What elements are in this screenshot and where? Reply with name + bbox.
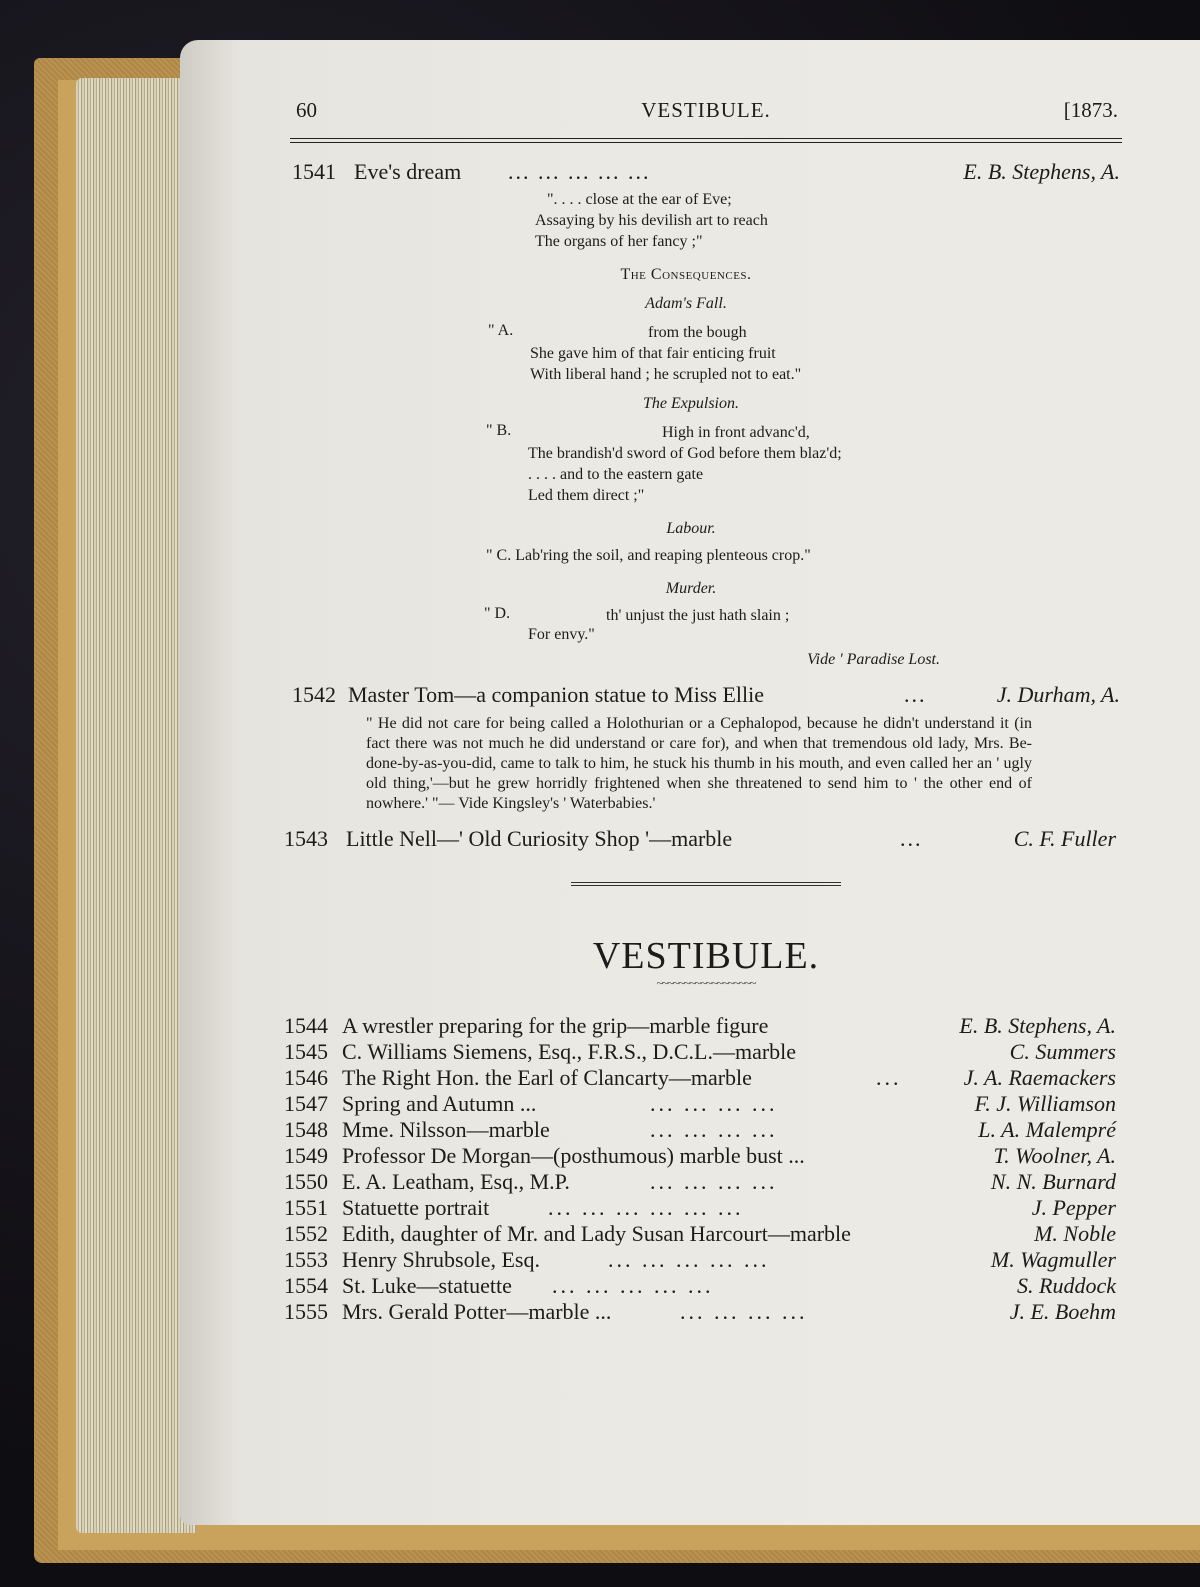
entry-title: St. Luke—statuette bbox=[342, 1273, 512, 1298]
subheading-expulsion: The Expulsion. bbox=[643, 395, 739, 412]
catalogue-entry bbox=[284, 1247, 1122, 1273]
entry-artist: C. Summers bbox=[1009, 1039, 1116, 1064]
entry-artist: E. B. Stephens, A. bbox=[959, 1013, 1116, 1038]
catalogue-entry bbox=[284, 1143, 1122, 1169]
leader-dots: ... ... ... ... ... ... bbox=[548, 1195, 744, 1220]
catalogue-entry bbox=[284, 1039, 1122, 1065]
epigraph bbox=[535, 189, 1122, 252]
entry-title: E. A. Leatham, Esq., M.P. bbox=[342, 1169, 570, 1194]
leader-dots: ... ... ... ... bbox=[680, 1299, 808, 1324]
verse-label: " B. bbox=[486, 422, 512, 439]
entry-number: 1545 bbox=[284, 1039, 328, 1064]
verse-a bbox=[290, 320, 1122, 383]
entry-artist: T. Woolner, A. bbox=[993, 1143, 1116, 1168]
ornament-rule: ~~~~~~~~~~~~~~~~~~ bbox=[656, 976, 756, 990]
leader-dots: ... bbox=[876, 1065, 902, 1090]
entry-title: Eve's dream bbox=[354, 159, 462, 184]
entry-number: 1547 bbox=[284, 1091, 328, 1116]
catalogue-entry bbox=[284, 1273, 1122, 1299]
entry-title: Little Nell—' Old Curiosity Shop '—marble bbox=[346, 826, 733, 851]
entry-artist: L. A. Malempré bbox=[978, 1117, 1116, 1142]
subheading-adams-fall: Adam's Fall. bbox=[645, 295, 727, 312]
catalogue-entry bbox=[284, 1065, 1122, 1091]
header-rule bbox=[290, 138, 1122, 143]
entry-artist: J. Durham, A. bbox=[996, 682, 1120, 707]
entry-artist: N. N. Burnard bbox=[990, 1169, 1116, 1194]
entry-number: 1544 bbox=[284, 1013, 328, 1038]
page-number: 60 bbox=[296, 98, 317, 122]
running-title: VESTIBULE. bbox=[641, 98, 771, 122]
section-title: VESTIBULE. bbox=[592, 935, 820, 977]
subheading-murder: Murder. bbox=[665, 580, 717, 597]
entry-number: 1552 bbox=[284, 1221, 328, 1246]
entry-number: 1554 bbox=[284, 1273, 328, 1298]
entry-title: Mrs. Gerald Potter—marble ... bbox=[342, 1299, 612, 1324]
verse-line: The brandish'd sword of God before them blaz'd; bbox=[528, 445, 842, 462]
leader-dots: ... ... ... ... ... bbox=[608, 1247, 770, 1272]
subheading-labour: Labour. bbox=[666, 520, 716, 537]
entry-title: Edith, daughter of Mr. and Lady Susan Harcourt—marble bbox=[342, 1221, 851, 1246]
verse-line: th' unjust the just hath slain ; bbox=[606, 607, 790, 624]
verse-line: The organs of her fancy ;" bbox=[535, 233, 703, 250]
entry-title: The Right Hon. the Earl of Clancarty—marble bbox=[342, 1065, 752, 1090]
verse-label: " A. bbox=[488, 322, 514, 339]
entry-title: C. Williams Siemens, Esq., F.R.S., D.C.L.—marble bbox=[342, 1039, 797, 1064]
catalogue-entry bbox=[284, 1117, 1122, 1143]
entry-number: 1551 bbox=[284, 1195, 328, 1220]
entry-artist: S. Ruddock bbox=[1017, 1273, 1116, 1298]
catalogue-entry bbox=[284, 1195, 1122, 1221]
leader-dots: ... ... ... ... ... bbox=[508, 159, 651, 184]
running-year: [1873. bbox=[1063, 98, 1118, 122]
entry-number: 1553 bbox=[284, 1247, 328, 1272]
catalogue-entry-1542 bbox=[290, 678, 1122, 712]
catalogue-entry bbox=[284, 1299, 1122, 1325]
page-edges bbox=[76, 78, 196, 1533]
catalogue-entry bbox=[284, 1091, 1122, 1117]
verse-line: Led them direct ;" bbox=[528, 487, 645, 504]
entry-number: 1543 bbox=[284, 826, 328, 851]
entry-artist: E. B. Stephens, A. bbox=[963, 159, 1120, 184]
verse-line: . . . . and to the eastern gate bbox=[528, 466, 704, 483]
catalogue-entry bbox=[284, 1013, 1122, 1039]
entry-title: Master Tom—a companion statue to Miss Ellie bbox=[348, 682, 764, 707]
leader-dots: ... ... ... ... ... bbox=[552, 1273, 714, 1298]
entry-title: A wrestler preparing for the grip—marble figure bbox=[342, 1013, 769, 1038]
entry-artist: F. J. Williamson bbox=[974, 1091, 1116, 1116]
verse-line: ". . . . close at the ear of Eve; bbox=[547, 191, 732, 208]
entry-artist: C. F. Fuller bbox=[1013, 826, 1116, 851]
catalogue-entry bbox=[284, 1169, 1122, 1195]
verse-line: For envy." bbox=[528, 626, 595, 643]
verse-line: from the bough bbox=[648, 324, 747, 341]
catalogue-list bbox=[284, 1013, 1122, 1325]
entry-artist: M. Noble bbox=[1034, 1221, 1116, 1246]
verse-c: " C. Lab'ring the soil, and reaping plenteous crop." bbox=[486, 547, 811, 564]
verse-b bbox=[290, 420, 1122, 504]
verse-d bbox=[290, 603, 1122, 645]
entry-title: Statuette portrait bbox=[342, 1195, 490, 1220]
entry-title: Spring and Autumn ... bbox=[342, 1091, 537, 1116]
catalogue-entry bbox=[284, 1221, 1122, 1247]
subheading-consequences: The Consequences. bbox=[620, 266, 752, 283]
entry-quote: " He did not care for being called a Holothurian or a Cephalopod, because he didn't understand it (in fact there was not much he did understand or care for), and when that tremendous old lady, Mrs. Be-done-by-as-you-did, came to talk to him, he stuck his thumb in his mouth, and even called her an ' ugly old thing,'—but he grew horridly frightened when she threatened to send him to ' the other end of nowhere.' "— Vide Kingsley's ' Waterbabies.' bbox=[366, 715, 1032, 812]
entry-artist: M. Wagmuller bbox=[990, 1247, 1116, 1272]
leader-dots: ... ... ... ... bbox=[650, 1091, 778, 1116]
verse-label: " D. bbox=[484, 605, 511, 622]
leader-dots: ... ... ... ... bbox=[650, 1169, 778, 1194]
entry-number: 1550 bbox=[284, 1169, 328, 1194]
verse-line: Assaying by his devilish art to reach bbox=[535, 212, 768, 229]
entry-title: Professor De Morgan—(posthumous) marble bust ... bbox=[342, 1143, 805, 1168]
entry-number: 1555 bbox=[284, 1299, 328, 1324]
entry-artist: J. E. Boehm bbox=[1009, 1299, 1116, 1324]
verse-line: She gave him of that fair enticing fruit bbox=[530, 345, 776, 362]
verse-line: High in front advanc'd, bbox=[662, 424, 810, 441]
entry-number: 1542 bbox=[292, 682, 336, 707]
entry-number: 1546 bbox=[284, 1065, 328, 1090]
page-content bbox=[284, 98, 1122, 1325]
entry-title: Mme. Nilsson—marble bbox=[342, 1117, 550, 1142]
leader-dots: ... ... ... ... bbox=[650, 1117, 778, 1142]
running-header bbox=[290, 98, 1122, 130]
catalogue-entry-1541 bbox=[290, 155, 1122, 189]
source-citation: Vide ' Paradise Lost. bbox=[807, 651, 940, 668]
catalogue-entry-1543 bbox=[284, 822, 1122, 856]
entry-title: Henry Shrubsole, Esq. bbox=[342, 1247, 540, 1272]
entry-number: 1541 bbox=[292, 159, 336, 184]
verse-line: With liberal hand ; he scrupled not to eat." bbox=[530, 366, 802, 383]
entry-number: 1549 bbox=[284, 1143, 328, 1168]
leader-dots: ... bbox=[904, 682, 927, 707]
section-rule bbox=[571, 882, 841, 886]
entry-artist: J. Pepper bbox=[1031, 1195, 1116, 1220]
entry-number: 1548 bbox=[284, 1117, 328, 1142]
entry-artist: J. A. Raemackers bbox=[963, 1065, 1116, 1090]
leader-dots: ... bbox=[900, 826, 923, 851]
